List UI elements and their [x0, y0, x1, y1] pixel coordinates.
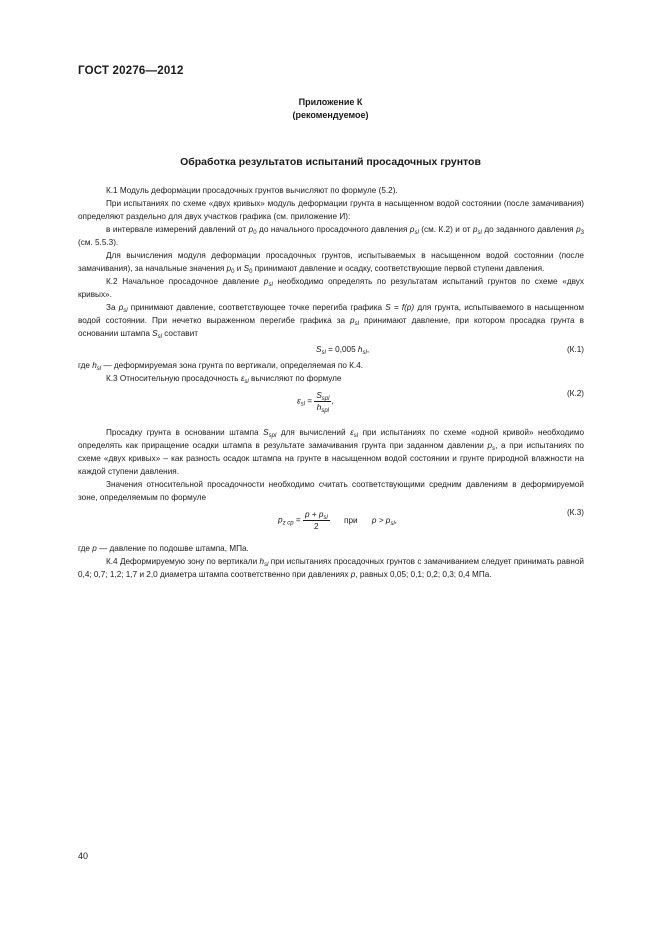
formula-number-k3: (К.3): [566, 508, 584, 517]
formula-k2: $\varepsilon_{sl}$ = $\frac{S_{spl}}{h_{spl}}$ , (К.2): [297, 389, 584, 414]
paragraph-pressure-intervals: в интервале измерений давлений от $p_0$ до начального просадочного давления $p_{sl}$ (см. К.2) и от $p_{sl}$ до заданного давления $p_3$ (см. 5.5.3).: [78, 225, 584, 247]
paragraph-k3: К.3 Относительную просадочность $\varepsilon_{sl}$ вычисляют по формуле: [106, 374, 342, 385]
paragraph-average-pressure: Значения относительной просадочности необходимо считать соответствующими средним давлениям в деформируемой зоне, определяемым по формуле: [78, 480, 584, 502]
paragraph-where-p: где p — давление по подошве штампа, МПа.: [78, 544, 249, 553]
paragraph-k1: К.1 Модуль деформации просадочных грунтов вычисляют по формуле (5.2).: [106, 186, 398, 195]
document-header: ГОСТ 20276—2012: [78, 65, 184, 77]
formula-k1: $S_{sl} = 0,005$ $h_{sl}$, (К.1): [316, 345, 584, 356]
paragraph-k4: К.4 Деформируемую зону по вертикали $h_{sl}$ при испытаниях просадочных грунтов с замачиванием следует принимать равной 0,4; 0,7; 1,2; 1,7 и 2,0 диаметра штампа соответственно при давлениях p, равных 0,05; 0,1; 0,2; 0,3; 0,4 МПа.: [78, 557, 584, 579]
document-body: [78, 184, 584, 581]
formula-number-k2: (К.2): [566, 389, 584, 398]
paragraph-initial-values: Для вычисления модуля деформации просадочных грунтов, испытываемых в насыщенном водой состоянии (после замачивания), за начальные значения $p_0$ и $S_0$ принимают давление и осадку, соответствующие первой ступени давления.: [78, 251, 584, 275]
formula-k3: $p_{z ср}$ = $\frac{p + p_{sl}}{2}$ при $p > p_{sl}$, (К.3): [278, 508, 584, 531]
paragraph-inflection: За $p_{sl}$ принимают давление, соответствующее точке перегиба графика S = f(p) для грунта, испытываемого в насыщенном водой состоянии. При нечетко выраженном перегибе графика за $p_{sl}$ принимают давление, при котором просадка грунта в основании штампа $S_{sl}$ составит: [78, 303, 584, 340]
paragraph-where-hsl: где $h_{sl}$ — деформируемая зона грунта по вертикали, определяемая по К.4.: [78, 361, 364, 372]
page-number: 40: [78, 851, 89, 861]
appendix-label: Приложение К: [298, 97, 363, 107]
paragraph-k2: К.2 Начальное просадочное давление $p_{sl}$ необходимо определять по результатам испытаний грунтов по схеме «двух кривых».: [78, 277, 584, 299]
appendix-status: (рекомендуемое): [292, 110, 369, 120]
paragraph-two-curves: При испытаниях по схеме «двух кривых» модуль деформации грунта в насыщенном водой состоянии (после замачивания) определяют раздельно для двух участков графика (см. приложение И):: [78, 199, 584, 221]
paragraph-subsidence: Просадку грунта в основании штампа $S_{spl}$ для вычислений $\varepsilon_{sl}$ при испытаниях по схеме «одной кривой» необходимо определять как приращение осадки штампа в результате замачивания грунта при заданном давлении $p_s$, а при испытаниях по схеме «двух кривых» – как разность осадок штампа на грунте в насыщенном водой состоянии и грунте природной влажности на каждой ступени давления.: [78, 428, 585, 476]
section-title: Обработка результатов испытаний просадочных грунтов: [180, 156, 481, 168]
formula-number-k1: (К.1): [566, 345, 584, 354]
